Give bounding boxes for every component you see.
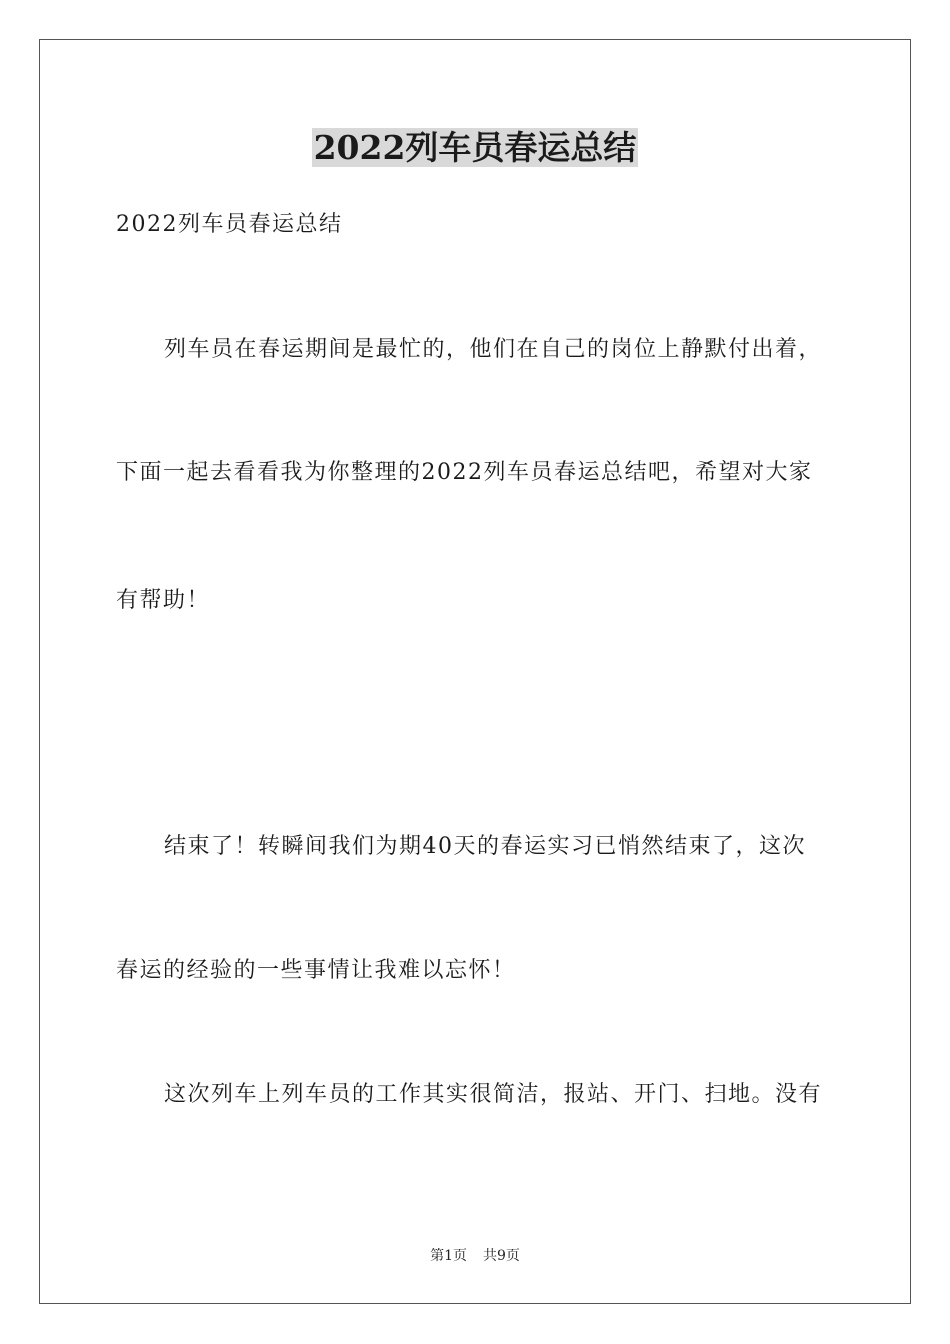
paragraph-1-line-1: 列车员在春运期间是最忙的，他们在自己的岗位上静默付出着， (164, 337, 823, 362)
total-pages-label: 共9页 (483, 1248, 520, 1264)
paragraph-1-line-3: 有帮助！ (116, 588, 211, 613)
document-title (0, 126, 950, 170)
paragraph-2-line-1: 结束了！转瞬间我们为期40天的春运实习已悄然结束了，这次 (164, 834, 806, 859)
page-footer (0, 1246, 950, 1266)
current-page-label: 第1页 (430, 1248, 467, 1264)
paragraph-2-line-2: 春运的经验的一些事情让我难以忘怀！ (116, 958, 516, 983)
paragraph-3-line-1: 这次列车上列车员的工作其实很简洁，报站、开门、扫地。没有 (164, 1082, 823, 1107)
document-subtitle: 2022列车员春运总结 (116, 212, 343, 237)
document-title-text: 2022列车员春运总结 (313, 128, 637, 167)
paragraph-1-line-2: 下面一起去看看我为你整理的2022列车员春运总结吧，希望对大家 (116, 460, 813, 485)
